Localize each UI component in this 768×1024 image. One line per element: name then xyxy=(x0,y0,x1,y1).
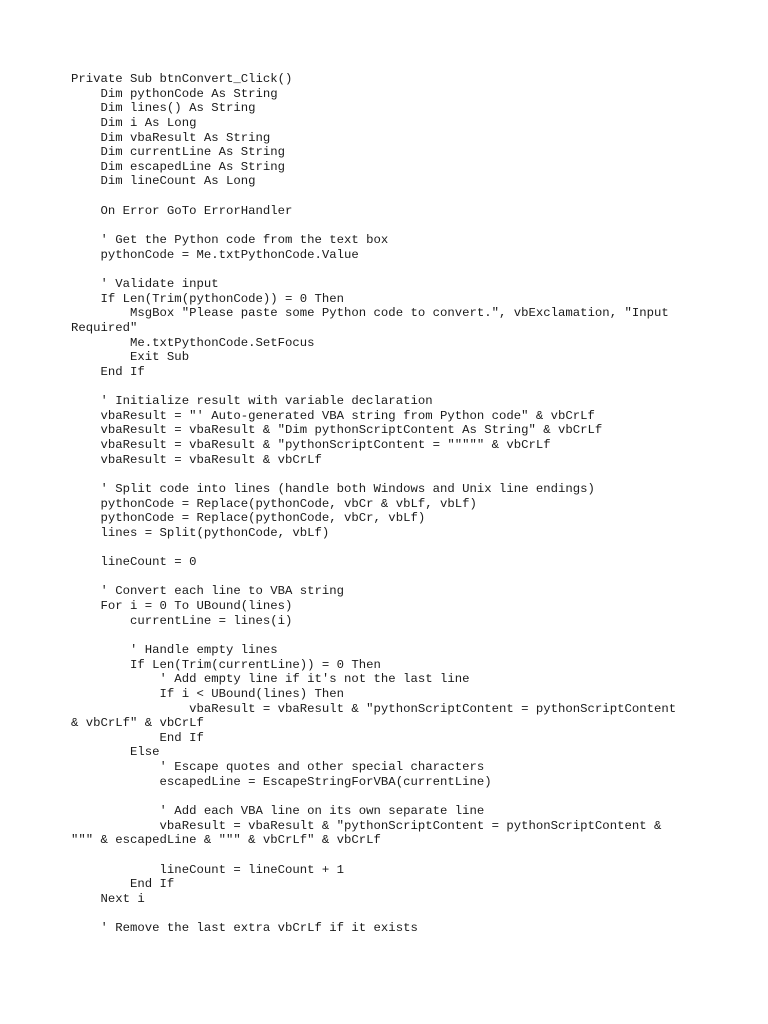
code-line xyxy=(71,189,711,204)
code-line: ' Handle empty lines xyxy=(71,642,278,657)
code-line: Exit Sub xyxy=(71,350,190,365)
code-line: ' Escape quotes and other special characters xyxy=(71,760,485,775)
code-line: Private Sub btnConvert_Click() xyxy=(71,72,293,86)
code-line: Required" xyxy=(71,320,138,335)
code-line: escapedLine = EscapeStringForVBA(currentLine) xyxy=(71,774,492,789)
code-line: Me.txtPythonCode.SetFocus xyxy=(71,335,315,350)
code-line: ' Get the Python code from the text box xyxy=(71,233,389,248)
code-line: End If xyxy=(71,877,175,892)
code-line: If Len(Trim(pythonCode)) = 0 Then xyxy=(71,291,345,306)
code-line xyxy=(71,379,711,394)
code-line: On Error GoTo ErrorHandler xyxy=(71,203,293,218)
code-line xyxy=(71,848,711,863)
code-line: ' Add empty line if it's not the last line xyxy=(71,672,470,687)
code-line: Dim pythonCode As String xyxy=(71,86,278,101)
code-line: Dim lines() As String xyxy=(71,101,256,116)
code-line: """ & escapedLine & """ & vbCrLf" & vbCrLf xyxy=(71,833,381,848)
code-line xyxy=(71,262,711,277)
code-line: Next i xyxy=(71,891,145,906)
code-line: If Len(Trim(currentLine)) = 0 Then xyxy=(71,657,381,672)
code-line xyxy=(71,907,711,922)
code-line: vbaResult = vbaResult & "Dim pythonScriptContent As String" & vbCrLf xyxy=(71,423,603,438)
code-line: vbaResult = "' Auto-generated VBA string from Python code" & vbCrLf xyxy=(71,408,595,423)
code-listing xyxy=(71,72,711,936)
code-line: currentLine = lines(i) xyxy=(71,613,293,628)
code-line: End If xyxy=(71,730,204,745)
code-line: Dim escapedLine As String xyxy=(71,159,286,174)
code-line: vbaResult = vbaResult & "pythonScriptContent = pythonScriptContent xyxy=(71,701,677,716)
code-line: Dim vbaResult As String xyxy=(71,130,271,145)
code-line: End If xyxy=(71,364,145,379)
code-line xyxy=(71,628,711,643)
code-line: lines = Split(pythonCode, vbLf) xyxy=(71,525,330,540)
code-line xyxy=(71,789,711,804)
code-line: pythonCode = Replace(pythonCode, vbCr & vbLf, vbLf) xyxy=(71,496,477,511)
code-line: lineCount = 0 xyxy=(71,555,197,570)
code-line: ' Convert each line to VBA string xyxy=(71,584,345,599)
code-line: For i = 0 To UBound(lines) xyxy=(71,599,293,614)
code-line: Else xyxy=(71,745,160,760)
code-line: Dim currentLine As String xyxy=(71,145,286,160)
code-line: & vbCrLf" & vbCrLf xyxy=(71,716,204,731)
code-line: ' Validate input xyxy=(71,276,219,291)
code-line xyxy=(71,467,711,482)
code-line: ' Split code into lines (handle both Windows and Unix line endings) xyxy=(71,481,595,496)
code-line xyxy=(71,218,711,233)
code-line: Dim lineCount As Long xyxy=(71,174,256,189)
code-line: lineCount = lineCount + 1 xyxy=(71,862,345,877)
code-line: Dim i As Long xyxy=(71,115,197,130)
code-line: vbaResult = vbaResult & vbCrLf xyxy=(71,452,322,467)
code-line: ' Add each VBA line on its own separate line xyxy=(71,804,485,819)
code-line: pythonCode = Me.txtPythonCode.Value xyxy=(71,247,359,262)
code-line: MsgBox "Please paste some Python code to convert.", vbExclamation, "Input xyxy=(71,306,669,321)
code-line: vbaResult = vbaResult & "pythonScriptContent = pythonScriptContent & xyxy=(71,818,662,833)
code-line: If i < UBound(lines) Then xyxy=(71,686,345,701)
code-line: vbaResult = vbaResult & "pythonScriptContent = """"" & vbCrLf xyxy=(71,438,551,453)
code-line xyxy=(71,541,711,556)
code-line: pythonCode = Replace(pythonCode, vbCr, vbLf) xyxy=(71,511,426,526)
code-line: ' Initialize result with variable declaration xyxy=(71,394,433,409)
code-line xyxy=(71,570,711,585)
code-line: ' Remove the last extra vbCrLf if it exists xyxy=(71,921,418,936)
